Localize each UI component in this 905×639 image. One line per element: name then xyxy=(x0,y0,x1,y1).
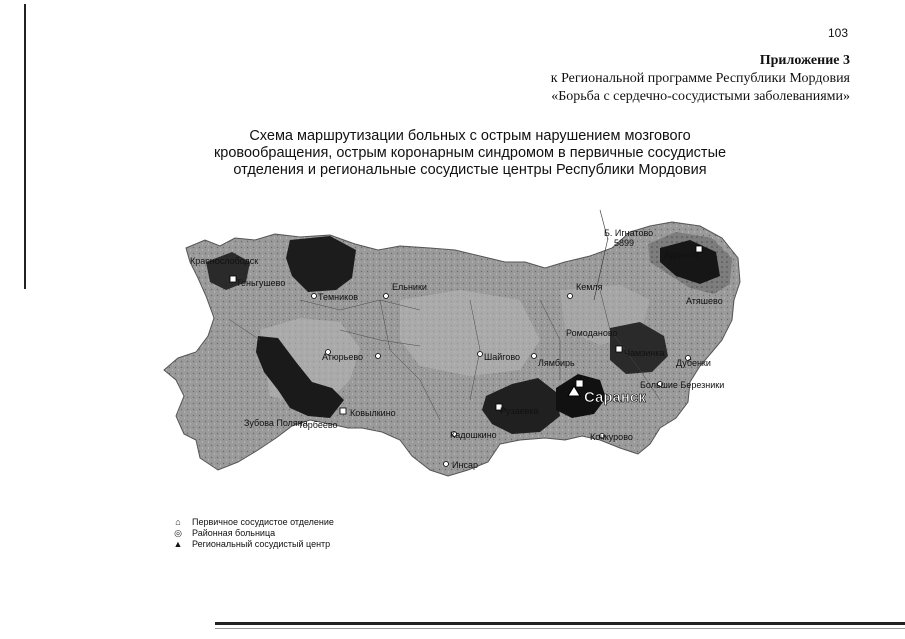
district-hospital-icon xyxy=(312,294,317,299)
map-legend xyxy=(172,517,334,550)
district-hospital-icon xyxy=(376,354,381,359)
district-hospital-icon xyxy=(478,352,483,357)
city-label-lyambir: Лямбирь xyxy=(538,358,575,368)
primary-vascular-department-icon xyxy=(616,346,622,352)
district-hospital-icon xyxy=(384,294,389,299)
city-label-chamzinka: Чамзинка xyxy=(624,348,665,358)
city-label-ruzaevka: Рузаевка xyxy=(500,406,539,416)
regional-vascular-center-icon: ▲ xyxy=(173,539,183,549)
district-hospital-icon: ◎ xyxy=(174,528,182,538)
appendix-line-1: к Региональной программе Республики Мордовия xyxy=(550,71,850,86)
legend-item xyxy=(172,539,334,550)
city-label-kadoshkino: Кадошкино xyxy=(450,430,497,440)
city-label-saransk: Саранск xyxy=(584,389,646,406)
city-label-shaigovo: Шайгово xyxy=(484,352,521,362)
city-label-atyashevo: Атяшево xyxy=(686,296,723,306)
city-label-atyurevo: Атюрьево xyxy=(322,352,364,362)
city-label-zubova-polyana: Зубова Поляна xyxy=(244,418,308,428)
map-title-line-1: Схема маршрутизации больных с острым нарушением мозгового xyxy=(249,128,691,144)
city-label-tengushevo: Теньгушево xyxy=(236,278,286,288)
city-label-b-ignatovo: Б. Игнатово xyxy=(604,228,654,238)
city-label-kemlya: Кемля xyxy=(576,282,603,292)
city-label-elniki: Ельники xyxy=(392,282,427,292)
city-label-b-berezniki: Большие Березники xyxy=(640,380,725,390)
page-number: 103 xyxy=(828,26,849,40)
appendix-line-2: «Борьба с сердечно-сосудистыми заболеваниями» xyxy=(551,89,850,104)
city-label-insar: Инсар xyxy=(452,460,478,470)
district-hospital-icon xyxy=(568,294,573,299)
legend-label: Первичное сосудистое отделение xyxy=(192,517,334,527)
primary-vascular-department-icon xyxy=(576,380,583,387)
bottom-rule xyxy=(215,622,905,625)
primary-vascular-department-icon xyxy=(340,408,346,414)
legend-item xyxy=(172,517,334,528)
map-title-line-3: отделения и региональные сосудистые центры Республики Мордовия xyxy=(233,162,707,178)
code-label: 5899 xyxy=(614,238,635,248)
legend-label: Районная больница xyxy=(192,528,276,538)
primary-vascular-department-icon: ⌂ xyxy=(175,517,181,527)
district-hospital-icon xyxy=(444,462,449,467)
city-label-torbeevo: Торбеево xyxy=(298,420,338,430)
city-label-kovylkino: Ковылкино xyxy=(350,408,396,418)
bottom-rule-thin xyxy=(215,628,905,629)
city-label-krasnoslobodsk: Краснослободск xyxy=(190,256,259,266)
appendix-title: Приложение 3 xyxy=(759,53,850,68)
legend-item xyxy=(172,528,334,539)
map-title-line-2: кровообращения, острым коронарным синдромом в первичные сосудистые xyxy=(213,145,727,161)
legend-label: Региональный сосудистый центр xyxy=(192,539,331,549)
zone-light-center xyxy=(400,290,540,376)
city-label-dubenki: Дубенки xyxy=(676,358,711,368)
city-label-temnikov: Темников xyxy=(318,292,359,302)
city-label-romodanovo: Ромоданово xyxy=(566,328,618,338)
district-hospital-icon xyxy=(532,354,537,359)
city-label-ardatov: Ардатов xyxy=(664,250,699,260)
city-label-kochkurovo: Кочкурово xyxy=(590,432,633,442)
